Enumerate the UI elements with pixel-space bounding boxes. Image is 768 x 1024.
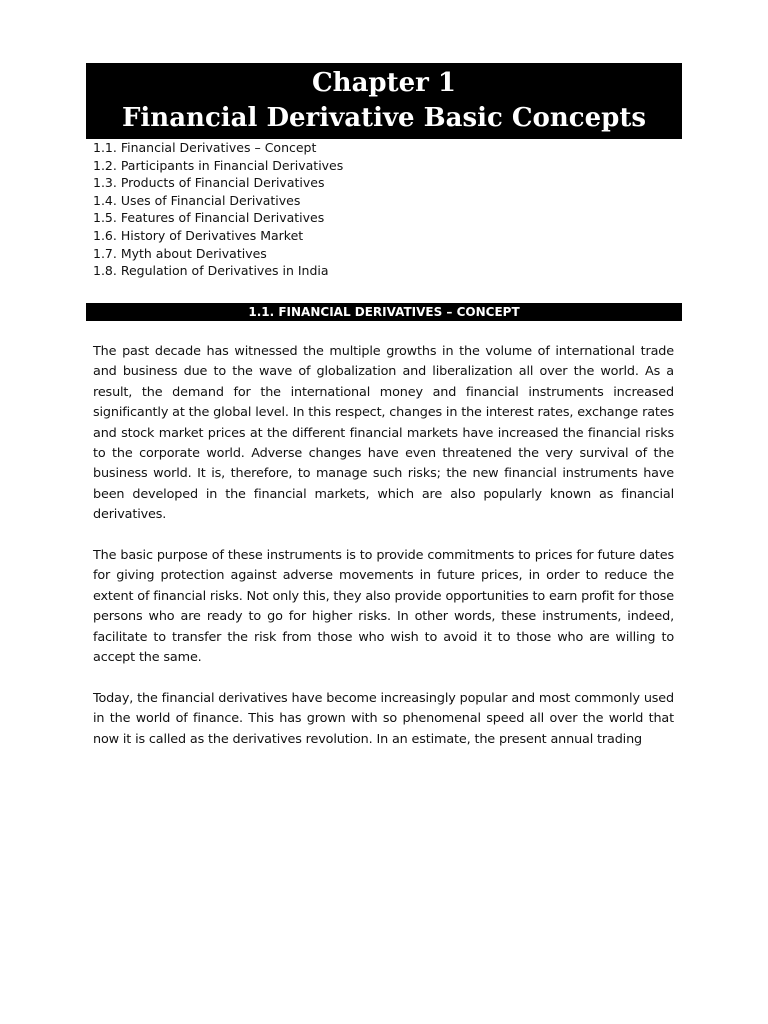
- toc-item: 1.5. Features of Financial Derivatives: [93, 210, 325, 226]
- toc-item: 1.3. Products of Financial Derivatives: [93, 175, 325, 191]
- body-paragraph: The basic purpose of these instruments is to provide commitments to prices for future dates for giving protection against adverse movements in future prices, in order to reduce the extent of financial risks. Not only this, they also provide opportunities to earn profit for those persons who are ready to go for higher risks. In other words, these instruments, indeed, facilitate to transfer the risk from those who wish to avoid it to those who are willing to accept the same.: [93, 548, 674, 666]
- toc-item: 1.6. History of Derivatives Market: [93, 227, 304, 243]
- toc-item: 1.4. Uses of Financial Derivatives: [93, 192, 301, 208]
- chapter-title: Financial Derivative Basic Concepts: [121, 103, 647, 133]
- table-of-contents: [93, 139, 343, 280]
- chapter-number: Chapter 1: [311, 68, 456, 98]
- chapter-title-banner: [86, 63, 682, 139]
- body-paragraph: The past decade has witnessed the multiple growths in the volume of international trade and business due to the wave of globalization and liberalization all over the world. As a result, the demand for the international money and financial instruments increased significantly at the global level. In this respect, changes in the interest rates, exchange rates and stock market prices at the different financial markets have increased the financial risks to the corporate world. Adverse changes have even threatened the very survival of the business world. It is, therefore, to manage such risks; the new financial instruments have been developed in the financial markets, which are also popularly known as financial derivatives.: [93, 344, 674, 523]
- body-paragraph: Today, the financial derivatives have become increasingly popular and most commonly used in the world of finance. This has grown with so phenomenal speed all over the world that now it is called as the derivatives revolution. In an estimate, the present annual trading: [93, 691, 674, 747]
- toc-item: 1.1. Financial Derivatives – Concept: [93, 140, 317, 155]
- section-heading: 1.1. FINANCIAL DERIVATIVES – CONCEPT: [86, 303, 682, 321]
- toc-item: 1.7. Myth about Derivatives: [93, 245, 267, 261]
- toc-item: 1.2. Participants in Financial Derivatives: [93, 157, 344, 173]
- toc-item: 1.8. Regulation of Derivatives in India: [93, 263, 329, 279]
